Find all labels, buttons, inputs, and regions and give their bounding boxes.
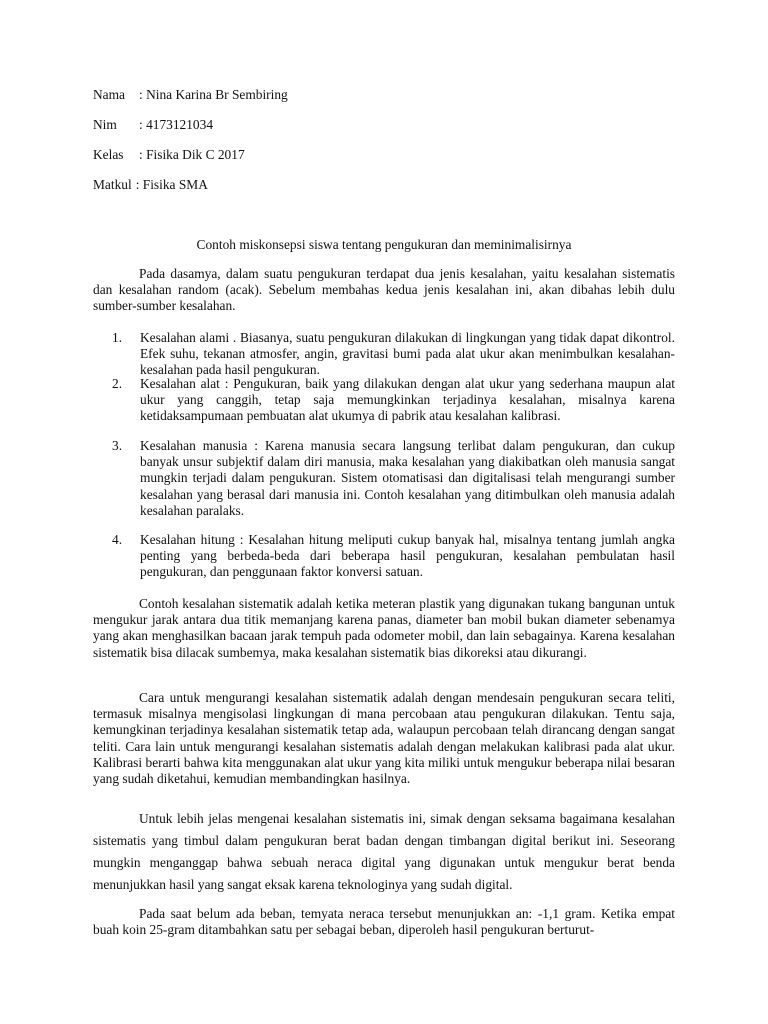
header-nim xyxy=(93,116,213,134)
header-nama xyxy=(93,86,288,104)
list-item-number: 4. xyxy=(112,532,123,547)
kelas-value: : Fisika Dik C 2017 xyxy=(139,147,245,162)
list-item xyxy=(112,438,675,519)
list-item-text: Kesalahan manusia : Karena manusia secara langsung terlibat dalam pengukuran, dan cukup banyak unsur subjektif dalam diri manusia, maka kesalahan yang diakibatkan oleh manusia sangat mungkin terjadi dalam pengukuran. Sistem otomatisasi dan digitalisasi telah mengurangi sumber kesalahan yang berasal dari manusia ini. Contoh kesalahan yang ditimbulkan oleh manusia adalah kesalahan paralaks. xyxy=(140,438,675,518)
kelas-label: Kelas xyxy=(93,147,124,162)
list-item-text: Kesalahan alat : Pengukuran, baik yang dilakukan dengan alat ukur yang sederhana maupun alat ukur yang canggih, tetap saja memungkinkan terjadinya kesalahan, misalnya karena ketidaksampumaan pembuatan alat ukumya di pabrik atau kesalahan kalibrasi. xyxy=(140,376,675,424)
list-item xyxy=(112,532,675,581)
body-paragraph: Contoh kesalahan sistematik adalah ketika meteran plastik yang digunakan tukang bangunan untuk mengukur jarak antara dua titik memanjang karena panas, diameter ban mobil bukan diameter sebenamya yang akan menghasilkan bacaan jarak tempuh pada odometer mobil, dan lain sebagainya. Karena kesalahan sistematik bisa dilacak sumbemya, maka kesalahan sistematik bias dikoreksi atau dikurangi. xyxy=(93,596,675,660)
header-kelas xyxy=(93,146,245,164)
header-matkul xyxy=(93,176,208,194)
nim-value: : 4173121034 xyxy=(139,117,214,132)
body-paragraph: Untuk lebih jelas mengenai kesalahan sistematis ini, simak dengan seksama bagaimana kesalahan sistematis yang timbul dalam pengukuran berat badan dengan timbangan digital berikut ini. Seseorang mungkin menganggap bahwa sebuah neraca digital yang digunakan untuk mengukur berat benda menunjukkan hasil yang sangat eksak karena teknologinya yang sudah digital. xyxy=(93,811,675,892)
matkul-label: Matkul xyxy=(93,177,132,192)
document-title: Contoh miskonsepsi siswa tentang pengukuran dan meminimalisirnya xyxy=(196,237,572,252)
list-item-text: Kesalahan hitung : Kesalahan hitung meliputi cukup banyak hal, misalnya tentang jumlah angka penting yang berbeda-beda dari beberapa hasil pengukuran, kesalahan pembulatan hasil pengukuran, dan penggunaan faktor konversi satuan. xyxy=(140,532,675,580)
body-paragraph: Cara untuk mengurangi kesalahan sistematik adalah dengan mendesain pengukuran secara teliti, termasuk misalnya mengisolasi lingkungan di mana percobaan atau pengukuran dilakukan. Tentu saja, kemungkinan terjadinya kesalahan sistematik tetap ada, walaupun percobaan telah dirancang dengan sangat teliti. Cara lain untuk mengurangi kesalahan sistematis adalah dengan melakukan kalibrasi pada alat ukur. Kalibrasi berarti bahwa kita menggunakan alat ukur yang kita miliki untuk mengukur beberapa nilai besaran yang sudah diketahui, kemudian membandingkan hasilnya. xyxy=(93,690,675,787)
list-item-number: 3. xyxy=(112,438,123,453)
list-item-number: 1. xyxy=(112,330,123,345)
list-item-text: Kesalahan alami . Biasanya, suatu pengukuran dilakukan di lingkungan yang tidak dapat dikontrol. Efek suhu, tekanan atmosfer, angin, gravitasi bumi pada alat ukur akan menimbulkan kesalahan-kesalahan pada hasil pengukuran. xyxy=(140,330,675,378)
body-paragraph: Pada saat belum ada beban, temyata neraca tersebut menunjukkan an: -1,1 gram. Ketika empat buah koin 25-gram ditambahkan satu per sebagai beban, diperoleh hasil pengukuran berturut- xyxy=(93,906,675,938)
list-item xyxy=(112,376,675,425)
list-item-number: 2. xyxy=(112,376,123,391)
intro-paragraph: Pada dasamya, dalam suatu pengukuran terdapat dua jenis kesalahan, yaitu kesalahan sistematis dan kesalahan random (acak). Sebelum membahas kedua jenis kesalahan ini, akan dibahas lebih dulu sumber-sumber kesalahan. xyxy=(93,266,675,314)
nim-label: Nim xyxy=(93,117,117,132)
matkul-value: : Fisika SMA xyxy=(135,177,208,192)
nama-value: : Nina Karina Br Sembiring xyxy=(139,87,288,102)
nama-label: Nama xyxy=(93,87,125,102)
list-item xyxy=(112,330,675,379)
